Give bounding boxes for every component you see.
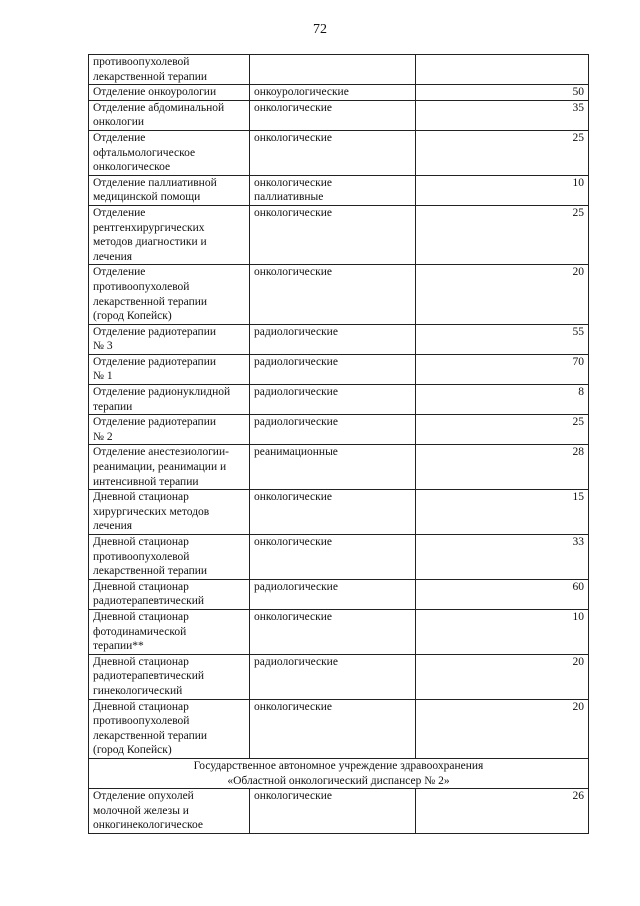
department-cell-line: радиотерапевтический bbox=[93, 595, 205, 608]
department-cell-line: № 3 bbox=[93, 340, 113, 353]
department-cell-line: онкологическое bbox=[93, 161, 171, 174]
bed-profile-cell bbox=[250, 490, 416, 535]
bed-profile-cell-line: радиологические bbox=[254, 355, 338, 368]
department-cell-line: Дневной стационар bbox=[93, 580, 189, 593]
page-number: 72 bbox=[313, 22, 327, 37]
bed-count-cell bbox=[416, 445, 589, 490]
department-cell-line: радиотерапевтический bbox=[93, 670, 205, 683]
bed-count-cell bbox=[416, 324, 589, 354]
bed-profile-cell-line: онкологические bbox=[254, 131, 332, 144]
department-cell-line: рентгенхирургических bbox=[93, 221, 205, 234]
bed-profile-cell bbox=[250, 445, 416, 490]
department-cell-line: медицинской помощи bbox=[93, 191, 201, 204]
department-cell-line: Отделение опухолей bbox=[93, 790, 194, 803]
department-cell bbox=[89, 699, 250, 758]
bed-count-cell bbox=[416, 85, 589, 101]
table-row bbox=[89, 55, 589, 85]
department-cell-line: № 1 bbox=[93, 370, 113, 383]
bed-count-cell-line: 35 bbox=[572, 101, 584, 114]
department-cell-line: Отделение bbox=[93, 266, 146, 279]
bed-profile-cell-line: онкологические bbox=[254, 491, 332, 504]
bed-profile-cell bbox=[250, 385, 416, 415]
table-row bbox=[89, 85, 589, 101]
table-row bbox=[89, 609, 589, 654]
table-row bbox=[89, 205, 589, 264]
bed-count-cell bbox=[416, 579, 589, 609]
bed-profile-cell-line: паллиативные bbox=[254, 191, 324, 204]
department-cell-line: Отделение анестезиологии- bbox=[93, 446, 229, 459]
bed-count-cell-line: 26 bbox=[572, 790, 584, 803]
department-cell-line: лекарственной терапии bbox=[93, 729, 208, 742]
department-cell-line: (город Копейск) bbox=[93, 310, 172, 323]
bed-count-cell bbox=[416, 265, 589, 324]
bed-count-cell-line: 50 bbox=[572, 86, 584, 99]
department-cell bbox=[89, 789, 250, 834]
department-cell-line: офтальмологическое bbox=[93, 146, 196, 159]
department-cell-line: Отделение bbox=[93, 131, 146, 144]
bed-count-cell bbox=[416, 490, 589, 535]
bed-profile-cell bbox=[250, 85, 416, 101]
department-cell-line: Дневной стационар bbox=[93, 536, 189, 548]
department-cell-line: Дневной стационар bbox=[93, 655, 189, 668]
bed-count-cell bbox=[416, 699, 589, 758]
department-cell-line: хирургических методов bbox=[93, 505, 210, 518]
department-cell-line: лекарственной терапии bbox=[93, 70, 208, 83]
bed-profile-cell bbox=[250, 654, 416, 699]
table-row bbox=[89, 385, 589, 415]
bed-profile-cell bbox=[250, 205, 416, 264]
department-cell bbox=[89, 579, 250, 609]
department-cell bbox=[89, 100, 250, 130]
department-cell-line: Отделение bbox=[93, 206, 146, 219]
table-row bbox=[89, 789, 589, 834]
table-row bbox=[89, 699, 589, 758]
bed-profile-cell bbox=[250, 130, 416, 175]
department-cell bbox=[89, 55, 250, 85]
bed-profile-cell bbox=[250, 789, 416, 834]
bed-count-cell-line: 25 bbox=[572, 131, 584, 144]
bed-profile-cell bbox=[250, 699, 416, 758]
department-cell bbox=[89, 385, 250, 415]
bed-count-cell bbox=[416, 354, 589, 384]
department-cell-line: лекарственной терапии bbox=[93, 565, 208, 578]
department-cell-line: реанимации, реанимации и bbox=[93, 461, 227, 474]
bed-count-cell bbox=[416, 609, 589, 654]
bed-count-cell bbox=[416, 789, 589, 834]
bed-profile-cell-line: радиологические bbox=[254, 655, 338, 668]
department-cell bbox=[89, 354, 250, 384]
department-cell-line: противоопухолевой bbox=[93, 550, 190, 563]
department-cell-line: Отделение радиотерапии bbox=[93, 355, 217, 368]
bed-profile-cell bbox=[250, 535, 416, 580]
department-cell-line: молочной железы и bbox=[93, 804, 189, 817]
bed-profile-cell-line: онкологические bbox=[254, 610, 332, 623]
department-cell bbox=[89, 445, 250, 490]
bed-count-cell-line: 20 bbox=[572, 655, 584, 668]
bed-count-cell bbox=[416, 100, 589, 130]
department-cell bbox=[89, 609, 250, 654]
department-cell-line: Дневной стационар bbox=[93, 700, 189, 713]
bed-count-cell-line: 28 bbox=[572, 446, 584, 459]
bed-profile-cell bbox=[250, 175, 416, 205]
table-row bbox=[89, 100, 589, 130]
bed-profile-cell bbox=[250, 100, 416, 130]
department-cell-line: Отделение радиотерапии bbox=[93, 416, 217, 429]
bed-profile-cell-line: онкологические bbox=[254, 206, 332, 219]
department-cell-line: фотодинамической bbox=[93, 625, 187, 638]
department-cell-line: онкогинекологическое bbox=[93, 819, 204, 832]
bed-count-cell bbox=[416, 654, 589, 699]
bed-profile-cell-line: радиологические bbox=[254, 386, 338, 399]
bed-profile-cell-line: онкологические bbox=[254, 700, 332, 713]
bed-profile-cell bbox=[250, 55, 416, 85]
bed-count-cell-line: 10 bbox=[572, 610, 584, 623]
table-row bbox=[89, 130, 589, 175]
bed-profile-cell-line: онкологические bbox=[254, 790, 332, 803]
table-row bbox=[89, 415, 589, 445]
bed-profile-cell-line: радиологические bbox=[254, 580, 338, 593]
bed-count-cell bbox=[416, 415, 589, 445]
bed-count-cell-line: 8 bbox=[578, 386, 584, 399]
bed-count-cell-line: 20 bbox=[572, 700, 584, 713]
bed-count-cell-line: 20 bbox=[572, 266, 584, 279]
table-row bbox=[89, 535, 589, 580]
bed-profile-cell-line: онкологические bbox=[254, 266, 332, 279]
bed-count-cell bbox=[416, 130, 589, 175]
bed-profile-cell bbox=[250, 415, 416, 445]
bed-count-cell-line: 60 bbox=[572, 580, 584, 593]
department-cell-line: противоопухолевой bbox=[93, 280, 190, 293]
section-header-cell-line: Государственное автономное учреждение здравоохранения bbox=[193, 759, 484, 772]
department-cell-line: Дневной стационар bbox=[93, 610, 189, 623]
department-cell-line: лечения bbox=[93, 520, 133, 533]
department-cell bbox=[89, 130, 250, 175]
department-cell-line: (город Копейск) bbox=[93, 744, 172, 757]
bed-count-cell-line: 55 bbox=[572, 325, 584, 338]
department-cell-line: Отделение онкоурологии bbox=[93, 86, 217, 99]
department-cell-line: методов диагностики и bbox=[93, 236, 207, 249]
department-cell bbox=[89, 85, 250, 101]
department-cell bbox=[89, 324, 250, 354]
table-row bbox=[89, 265, 589, 324]
department-cell-line: Дневной стационар bbox=[93, 491, 189, 504]
bed-count-cell bbox=[416, 55, 589, 85]
bed-count-cell-line: 25 bbox=[572, 206, 584, 219]
bed-profile-cell bbox=[250, 579, 416, 609]
department-cell-line: Отделение радионуклидной bbox=[93, 386, 231, 399]
bed-profile-cell-line: радиологические bbox=[254, 416, 338, 429]
bed-profile-cell-line: реанимационные bbox=[254, 446, 338, 459]
bed-count-cell-line: 15 bbox=[572, 491, 584, 504]
table-row bbox=[89, 324, 589, 354]
table-row bbox=[89, 490, 589, 535]
bed-profile-cell-line: онкологические bbox=[254, 536, 332, 548]
bed-capacity-table bbox=[88, 54, 589, 834]
department-cell-line: Отделение паллиативной bbox=[93, 176, 217, 189]
bed-count-cell bbox=[416, 175, 589, 205]
table-row bbox=[89, 654, 589, 699]
department-cell bbox=[89, 654, 250, 699]
department-cell bbox=[89, 415, 250, 445]
bed-profile-cell-line: радиологические bbox=[254, 325, 338, 338]
bed-profile-cell bbox=[250, 265, 416, 324]
department-cell-line: терапии** bbox=[93, 640, 144, 653]
department-cell bbox=[89, 265, 250, 324]
department-cell-line: терапии bbox=[93, 400, 133, 413]
department-cell-line: противоопухолевой bbox=[93, 715, 190, 728]
section-header-cell-line: «Областной онкологический диспансер № 2» bbox=[227, 774, 450, 787]
table-row bbox=[89, 354, 589, 384]
table-row bbox=[89, 445, 589, 490]
bed-count-cell bbox=[416, 205, 589, 264]
bed-profile-cell-line: онкоурологические bbox=[254, 86, 349, 99]
bed-profile-cell bbox=[250, 354, 416, 384]
department-cell-line: онкологии bbox=[93, 116, 145, 129]
department-cell-line: интенсивной терапии bbox=[93, 475, 199, 488]
bed-profile-cell bbox=[250, 324, 416, 354]
bed-count-cell-line: 70 bbox=[572, 355, 584, 368]
bed-profile-cell bbox=[250, 609, 416, 654]
bed-count-cell-line: 10 bbox=[572, 176, 584, 189]
department-cell bbox=[89, 175, 250, 205]
department-cell-line: противоопухолевой bbox=[93, 56, 190, 68]
bed-count-cell bbox=[416, 535, 589, 580]
department-cell-line: лечения bbox=[93, 250, 133, 263]
department-cell-line: Отделение радиотерапии bbox=[93, 325, 217, 338]
bed-count-cell bbox=[416, 385, 589, 415]
section-header-row bbox=[89, 758, 589, 788]
department-cell bbox=[89, 205, 250, 264]
bed-profile-cell-line: онкологические bbox=[254, 101, 332, 114]
table-row bbox=[89, 579, 589, 609]
bed-count-cell-line: 33 bbox=[572, 536, 584, 548]
section-header-cell bbox=[89, 758, 589, 788]
department-cell bbox=[89, 490, 250, 535]
department-cell-line: лекарственной терапии bbox=[93, 295, 208, 308]
department-cell-line: гинекологический bbox=[93, 684, 183, 697]
table-row bbox=[89, 175, 589, 205]
department-cell-line: № 2 bbox=[93, 430, 113, 443]
department-cell-line: Отделение абдоминальной bbox=[93, 101, 225, 114]
bed-count-cell-line: 25 bbox=[572, 416, 584, 429]
bed-profile-cell-line: онкологические bbox=[254, 176, 332, 189]
table-body bbox=[89, 55, 589, 834]
department-cell bbox=[89, 535, 250, 580]
